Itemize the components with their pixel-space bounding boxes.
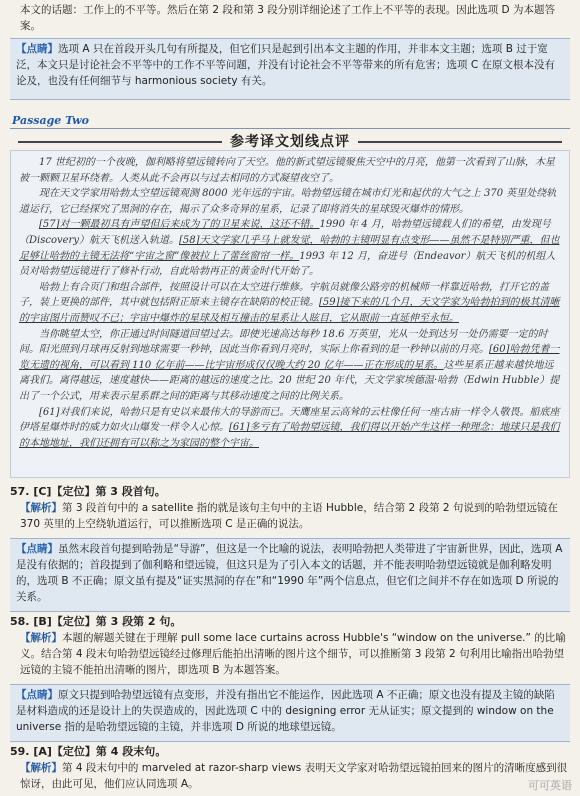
note-text: 原文只提到哈勃望远镜有点变形，并没有指出它不能运作，因此选项 A 不正确；原文也没有提及主镜的缺陷是材料造成的还是设计上的失误造成的，因此选项 C 中的 designing error 无从证实；原文提到的 window on the universe 指的是哈勃望远镜的主镜，并非选项 D 所说的地球望远镜。 (16, 689, 555, 733)
note-text: 虽然末段首句提到哈勃是“导游”，但这是一个比喻的说法，表明哈勃把人类带进了宇宙新世界，因此，选项 A 是没有依据的；首段提到了伽利略和望远镜，但这只是为了引入本文的话题，并不能表明哈勃望远镜就是伽利略发明的，选项 B 不正确；原文虽有提及“证实黑洞的存在”和“1990 年”两个信息点，但它们之间并不存在如选项 D 所说的关系。 (16, 543, 563, 603)
note-tag: 【点睛】 (16, 689, 58, 701)
note-paragraph (16, 41, 564, 89)
divider-line (10, 128, 570, 129)
passage-paragraph-5 (19, 327, 561, 405)
underlined-sentence-57: [57]对一颗最初具有声望但后来成为了的卫星来说，这还不错。 (39, 219, 320, 231)
analysis-text: 第 4 段末句中的 marveled at razor-sharp views 表明天文学家对哈勃望远镜拍回来的图片的清晰度感到很惊讶，由此可见，他们应认同选项 A。 (20, 762, 568, 790)
analysis-tag: 【解析】 (20, 632, 62, 644)
analysis-tag: 【解析】 (20, 762, 62, 774)
note-paragraph (16, 541, 564, 605)
intro-text (10, 2, 570, 34)
question-head: 59. [A]【定位】第 4 段末句。 (10, 745, 167, 758)
underlined-sentence-60: [60]哈勃凭着一览无遗的视角，可以看到 110 亿年前——比宇宙形成仅仅晚大约 20 亿年——正在形成的星系。 (19, 344, 560, 371)
sentence: 哈勃上有合页门和组合部件，按照设计可以在太空进行维修。宇航员就像公路旁的机械师一样靠近哈勃，打开它的盖子，装上更换的部件，其中就包括附正原来主镜存在缺陷的校正镜。 (19, 281, 549, 309)
sentence: 1990 年 4 月，哈勃望远镜载人们的希望，由发现号（Discovery）航天飞机送入轨道。 (19, 219, 551, 246)
analysis-paragraph (10, 500, 570, 532)
analysis-paragraph (10, 630, 570, 678)
question-57 (10, 484, 570, 532)
note-box-57 (10, 538, 570, 612)
analysis-text: 本题的解题关键在于理解 pull some lace curtains across Hubble's “window on the universe.” 的比喻义。结合第 4 段末句哈勃望远镜经过修理后能拍出清晰的图片这个细节，可以推断第 3 段第 2 句利用比喻指出哈勃望远镜的主镜不能拍出清晰的图片，即选项 B 为本题答案。 (20, 632, 566, 676)
analysis-text: 第 3 段首句中的 a satellite 指的就是该句主句中的主语 Hubble，结合第 2 段第 2 句说到的哈勃望远镜在 370 英里的上空绕轨道运行，可以推断选项 C 是正确的说法。 (20, 502, 558, 530)
analysis-tag: 【解析】 (20, 502, 62, 514)
passage-paragraph-4 (19, 280, 561, 327)
sentence: 当你眺望太空，你正通过时间隧道回望过去。即使光速高达每秒 18.6 万英里，光从一处到达另一处仍需要一定的时间。阳光照到月球再反射到地球需要一秒钟，因此当你看到月亮时，实际上你看到的是一秒钟以前的月亮。 (19, 328, 548, 356)
note-tag: 【点睛】 (16, 543, 58, 555)
underlined-sentence-59: [59]接下来的几个月，天文学家为哈勃拍到的极其清晰的宇宙图片而赞叹不已；宇宙中爆炸的星球及相互撞击的星系让人眩目，它从眼前一直延伸至永恒。 (19, 297, 560, 324)
note-box-intro (10, 38, 570, 100)
underlined-sentence-61: [61]多亏有了哈勃望远镜，我们得以开始产生这样一种理念：地球只是我们的本地地址，我们还拥有可以称之为家园的整个宇宙。 (19, 422, 560, 449)
passage-paragraph-3 (19, 217, 561, 279)
note-text: 选项 A 只在首段开头几句有所提及，但它们只是起到引出本文主题的作用，并非本文主题；选项 B 过于宽泛，本文只是讨论社会不平等中的工作不平等问题，并没有讨论社会不平等带来的所有危害；选项 C 在原文根本没有论及，也没有任何细节与 harmonious society 有关。 (16, 43, 556, 87)
question-head: 58. [B]【定位】第 3 段第 2 句。 (10, 615, 182, 628)
passage-paragraph-6 (19, 405, 561, 452)
note-tag: 【点睛】 (16, 43, 58, 55)
passage-paragraph-1: 17 世纪初的一个夜晚，伽利略将望远镜转向了天空。他的新式望远镜聚焦天空中的月亮，他第一次看到了山脉，木星被一颗颗卫星环绕着。人类从此不会再以与过去相同的方式凝望夜空了。 (19, 157, 555, 184)
analysis-paragraph (10, 760, 570, 792)
watermark: 可可英语 (528, 779, 572, 792)
sentence: 1993 年 12 月，奋进号（Endeavor）航天飞机的机组人员对哈勃望远镜进行了修补行动，自此哈勃再正的黄金时代开始了。 (19, 250, 556, 278)
passage-label: Passage Two (12, 114, 89, 127)
note-box-58 (10, 684, 570, 742)
title-rule-left (18, 141, 222, 143)
underlined-sentence-58: [58]天文学家几乎马上就发觉，哈勃的主镜明显有点变形——虽然不是特别严重，但也足够让哈勃的主镜无法将“宇宙之窗”像被拉上了蕾丝窗帘一样。 (19, 234, 560, 262)
question-58 (10, 614, 570, 678)
intro-paragraph: 本文的话题：工作上的不平等。然后在第 2 段和第 3 段分别详细论述了工作上不平等的表现。因此选项 D 为本题答案。 (20, 4, 555, 32)
passage-translation-box (10, 150, 570, 478)
passage-paragraph-2: 现在天文学家用哈勃太空望远镜观测 8000 光年远的宇宙。哈勃望远镜在城市灯光和起伏的大气之上 370 英里处绕轨道运行，它已经探究了黑洞的存在，揭示了众多奇异的星系，记录了即将消失的星球毁灭爆炸的情形。 (19, 188, 557, 215)
sentence: [61]对我们来说，哈勃只是有史以来最伟大的导游而已。天鹰座星云高耸的云柱像任何一座古庙一样令人敬畏。船底座伊塔星爆炸时的威力如火山爆发一样令人心惊。 (19, 406, 560, 434)
note-paragraph (16, 687, 564, 735)
section-title: 参考译文划线点评 (230, 134, 350, 150)
question-head: 57. [C]【定位】第 3 段首句。 (10, 485, 166, 498)
title-rule-right (358, 141, 562, 143)
question-59 (10, 744, 570, 792)
sentence: 这些星系正越来越快地远离我们。离得越远，速度越快——距离的越远的速度之比。20 世纪 20 年代，天文学家埃德温·哈勃（Edwin Hubble）提出了一个公式，用来表示星系群之间的距离与其移动速度之间的比例关系。 (19, 359, 560, 402)
